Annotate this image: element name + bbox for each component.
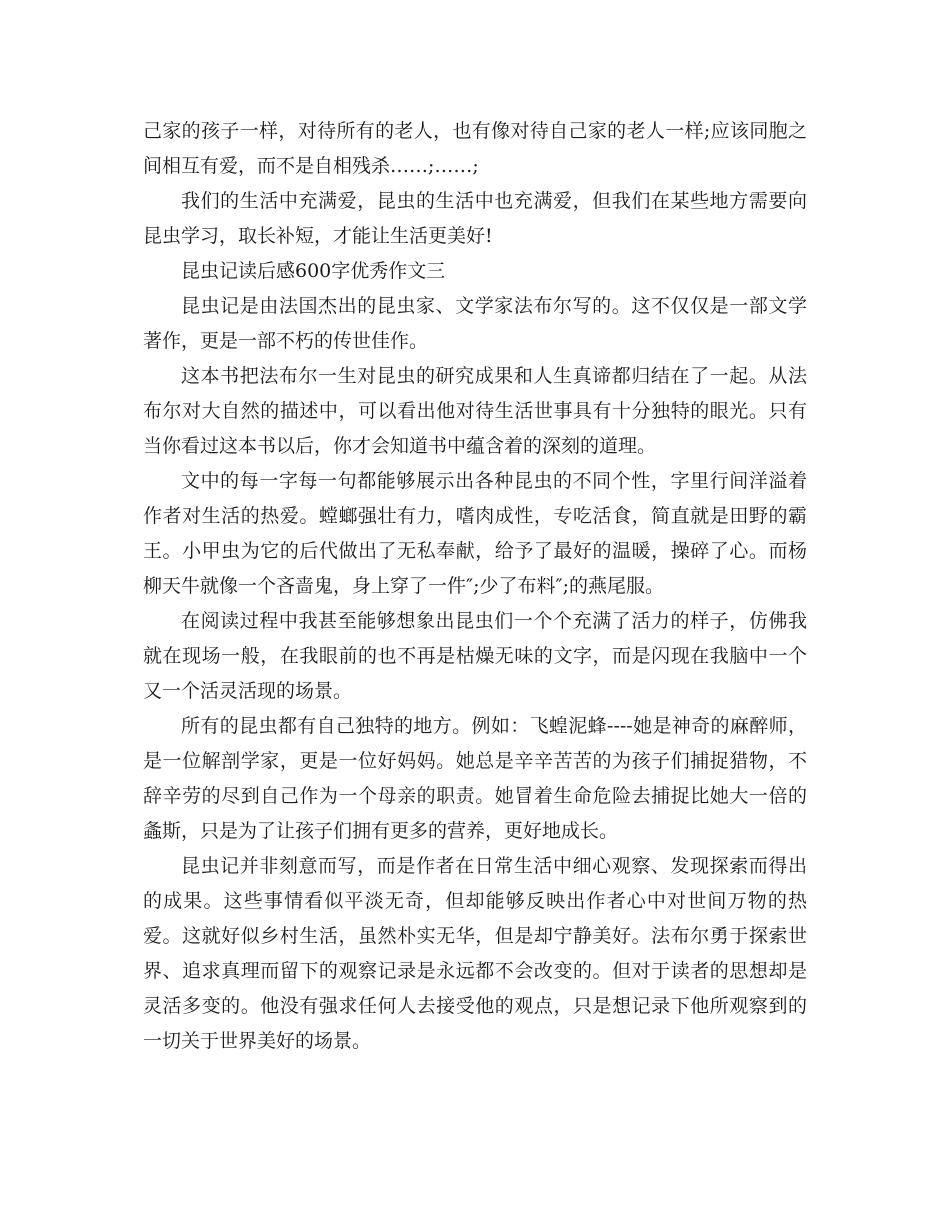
paragraph: 所有的昆虫都有自己独特的地方。例如：飞蝗泥蜂----她是神奇的麻醉师，是一位解剖学家，更是一位好妈妈。她总是辛辛苦苦的为孩子们捕捉猎物，不辞辛劳的尽到自己作为一个母亲的职责。她冒着生命危险去捕捉比她大一倍的螽斯，只是为了让孩子们拥有更多的营养，更好地成长。 xyxy=(143,715,807,842)
paragraph-continued: 己家的孩子一样，对待所有的老人，也有像对待自己家的老人一样;应该同胞之间相互有爱，而不是自相残杀……;……; xyxy=(143,120,807,177)
paragraph: 这本书把法布尔一生对昆虫的研究成果和人生真谛都归结在了一起。从法布尔对大自然的描述中，可以看出他对待生活世事具有十分独特的眼光。只有当你看过这本书以后，你才会知道书中蕴含着的深刻的道理。 xyxy=(143,365,807,457)
paragraph: 昆虫记是由法国杰出的昆虫家、文学家法布尔写的。这不仅仅是一部文学著作，更是一部不朽的传世佳作。 xyxy=(143,295,807,352)
article-body xyxy=(143,114,807,1059)
section-heading: 昆虫记读后感600字优秀作文三 xyxy=(181,260,446,282)
paragraph: 昆虫记并非刻意而写，而是作者在日常生活中细心观察、发现探索而得出的成果。这些事情看似平淡无奇，但却能够反映出作者心中对世间万物的热爱。这就好似乡村生活，虽然朴实无华，但是却宁静美好。法布尔勇于探索世界、追求真理而留下的观察记录是永远都不会改变的。但对于读者的思想却是灵活多变的。他没有强求任何人去接受他的观点，只是想记录下他所观察到的一切关于世界美好的场景。 xyxy=(143,855,807,1052)
paragraph: 我们的生活中充满爱，昆虫的生活中也充满爱，但我们在某些地方需要向昆虫学习，取长补短，才能让生活更美好! xyxy=(143,190,807,247)
paragraph: 在阅读过程中我甚至能够想象出昆虫们一个个充满了活力的样子，仿佛我就在现场一般，在我眼前的也不再是枯燥无味的文字，而是闪现在我脑中一个又一个活灵活现的场景。 xyxy=(143,610,807,702)
paragraph: 文中的每一字每一句都能够展示出各种昆虫的不同个性，字里行间洋溢着作者对生活的热爱。螳螂强壮有力，嗜肉成性，专吃活食，简直就是田野的霸王。小甲虫为它的后代做出了无私奉献，给予了最好的温暖，操碎了心。而杨柳天牛就像一个吝啬鬼，身上穿了一件″;少了布料″;的燕尾服。 xyxy=(143,470,807,597)
